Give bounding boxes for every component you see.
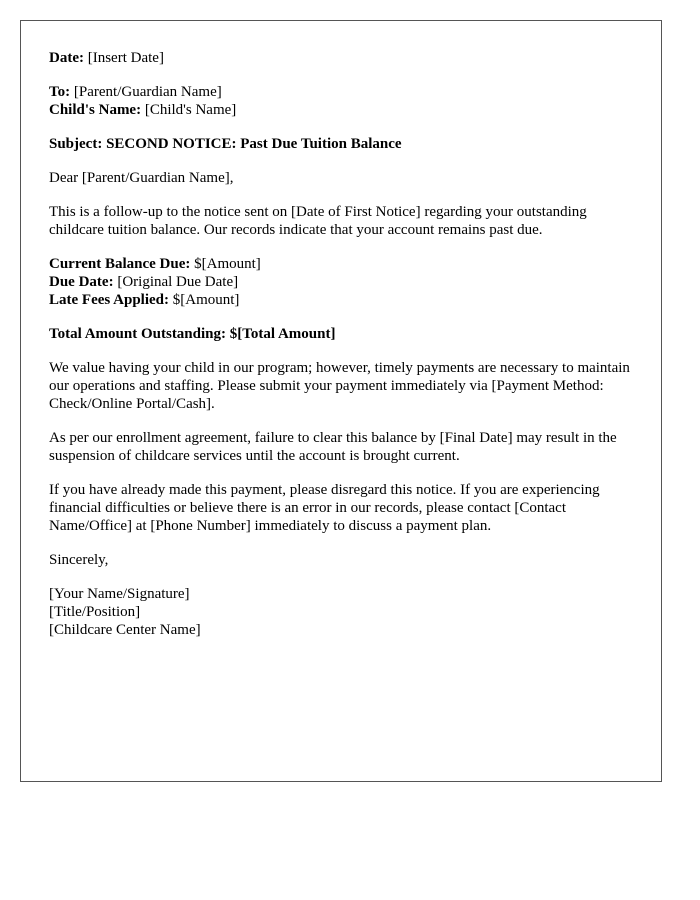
subject-line: Subject: SECOND NOTICE: Past Due Tuition Balance [49, 136, 402, 152]
letter-page [20, 20, 662, 782]
salutation: Dear [Parent/Guardian Name], [49, 170, 234, 186]
signature-name: [Your Name/Signature] [49, 586, 190, 602]
signature-block [49, 585, 632, 639]
recipient-block [49, 83, 632, 119]
signature-center: [Childcare Center Name] [49, 622, 201, 638]
date-label: Date: [49, 50, 84, 66]
intro-paragraph: This is a follow-up to the notice sent on [Date of First Notice] regarding your outstanding childcare tuition balance. Our records indicate that your account remains past due. [49, 204, 587, 238]
agreement-paragraph: As per our enrollment agreement, failure to clear this balance by [Final Date] may result in the suspension of childcare services until the account is brought current. [49, 430, 617, 464]
child-label: Child's Name: [49, 102, 142, 118]
date-value: [Insert Date] [87, 50, 164, 66]
total-outstanding: Total Amount Outstanding: $[Total Amount] [49, 326, 336, 342]
signature-title: [Title/Position] [49, 604, 141, 620]
balance-block [49, 255, 632, 309]
contact-paragraph: If you have already made this payment, please disregard this notice. If you are experiencing financial difficulties or believe there is an error in our records, please contact [Contact Name/Office] at [Phone Number] immediately to discuss a payment plan. [49, 482, 600, 534]
to-label: To: [49, 84, 71, 100]
due-date-value: [Original Due Date] [117, 274, 239, 290]
balance-value: $[Amount] [194, 256, 261, 272]
balance-label: Current Balance Due: [49, 256, 191, 272]
to-value: [Parent/Guardian Name] [73, 84, 222, 100]
late-fees-value: $[Amount] [172, 292, 240, 308]
closing: Sincerely, [49, 552, 109, 568]
payment-paragraph: We value having your child in our program; however, timely payments are necessary to maintain our operations and staffing. Please submit your payment immediately via [Payment Method: Check/Online Portal/Cash]. [49, 360, 630, 412]
late-fees-label: Late Fees Applied: [49, 292, 169, 308]
date-line [49, 49, 632, 67]
child-value: [Child's Name] [144, 102, 237, 118]
due-date-label: Due Date: [49, 274, 114, 290]
